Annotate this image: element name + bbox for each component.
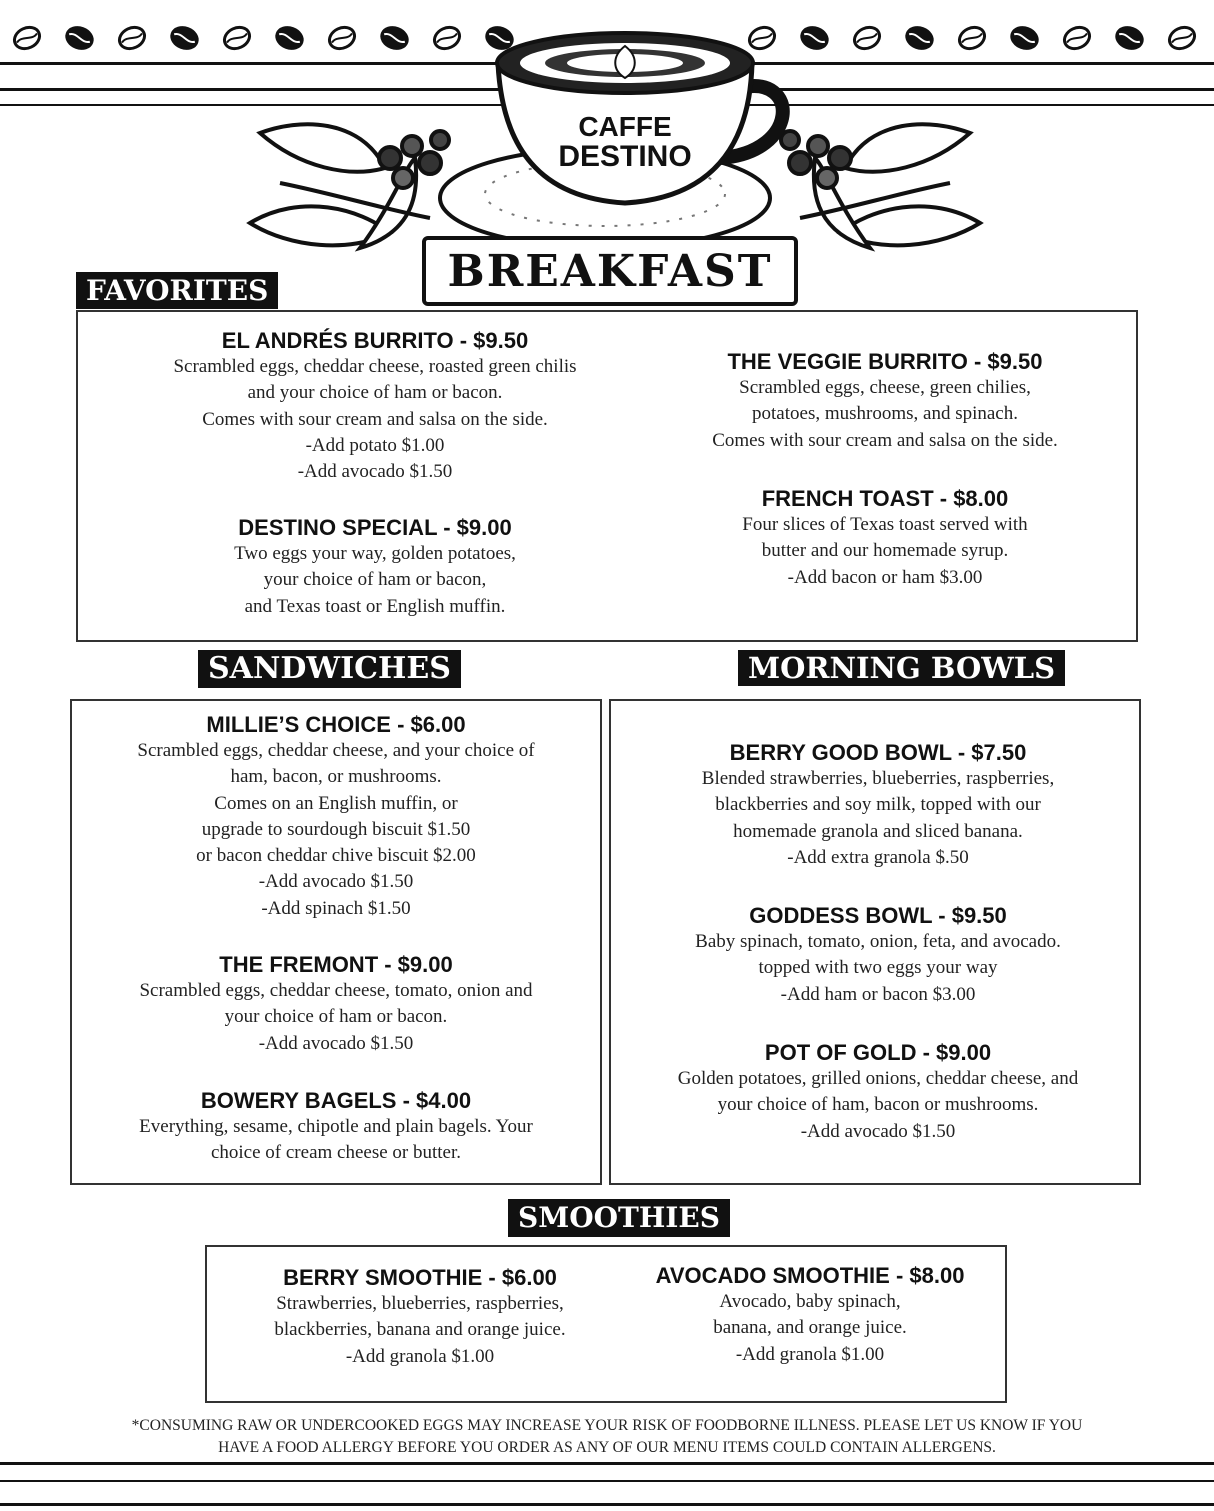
item-desc: Four slices of Texas toast served with — [742, 514, 1028, 535]
allergen-disclaimer — [40, 1415, 1174, 1459]
morning-bowls-label: MORNING BOWLS — [738, 650, 1065, 686]
breakfast-title-text: BREAKFAST — [447, 245, 773, 297]
item-addon: -Add avocado $1.50 — [800, 1120, 956, 1142]
item-desc: Everything, sesame, chipotle and plain bagels. Your — [139, 1116, 533, 1137]
brand-line1: CAFFE — [578, 111, 672, 142]
item-desc: banana, and orange juice. — [713, 1317, 907, 1339]
menu-item-destino-special — [115, 514, 635, 620]
item-addon: -Add extra granola $.50 — [787, 846, 969, 868]
item-title: THE FREMONT - $9.00 — [219, 952, 453, 977]
item-desc: and your choice of ham or bacon. — [247, 382, 503, 404]
item-title: FRENCH TOAST - $8.00 — [761, 486, 1009, 511]
item-addon: -Add spinach $1.50 — [261, 897, 411, 919]
item-desc: or bacon cheddar chive biscuit $2.00 — [196, 845, 476, 867]
menu-item-bowery-bagels — [80, 1087, 592, 1167]
item-title: THE VEGGIE BURRITO - $9.50 — [727, 349, 1043, 374]
item-title: BOWERY BAGELS - $4.00 — [200, 1088, 472, 1113]
coffee-bean-icon — [1009, 24, 1040, 52]
disclaimer-line: *CONSUMING RAW OR UNDERCOOKED EGGS MAY INCREASE YOUR RISK OF FOODBORNE ILLNESS. PLEASE LET US KNOW IF YOU — [131, 1417, 1083, 1434]
item-desc: and Texas toast or English muffin. — [244, 595, 506, 617]
item-addon: -Add avocado $1.50 — [258, 871, 414, 893]
item-desc: Two eggs your way, golden potatoes, — [234, 543, 516, 564]
item-title: BERRY SMOOTHIE - $6.00 — [283, 1265, 557, 1290]
favorites-label: FAVORITES — [76, 272, 278, 309]
item-desc: butter and our homemade syrup. — [761, 540, 1009, 562]
item-addon: -Add granola $1.00 — [735, 1343, 885, 1365]
item-desc: Scrambled eggs, cheddar cheese, roasted green chilis — [173, 356, 577, 377]
bottom-rule-3 — [0, 1503, 1214, 1506]
coffee-bean-icon — [116, 23, 148, 52]
coffee-bean-icon — [169, 24, 200, 52]
coffee-bean-icon — [64, 24, 95, 52]
item-desc: homemade granola and sliced banana. — [733, 820, 1023, 842]
item-title: GODDESS BOWL - $9.50 — [749, 903, 1007, 928]
item-desc: blackberries and soy milk, topped with our — [715, 794, 1041, 816]
menu-item-millies-choice — [80, 711, 592, 922]
coffee-bean-icon — [11, 23, 43, 52]
item-desc: Golden potatoes, grilled onions, cheddar cheese, and — [677, 1068, 1079, 1089]
item-desc: Avocado, baby spinach, — [719, 1291, 901, 1312]
item-desc: Scrambled eggs, cheese, green chilies, — [739, 377, 1031, 398]
item-addon: -Add avocado $1.50 — [297, 461, 453, 483]
item-title: MILLIE’S CHOICE - $6.00 — [206, 712, 466, 737]
item-desc: Comes with sour cream and salsa on the side. — [712, 429, 1058, 451]
item-addon: -Add potato $1.00 — [305, 434, 445, 456]
menu-item-french-toast — [650, 485, 1120, 591]
menu-item-pot-of-gold — [622, 1039, 1134, 1145]
menu-item-veggie-burrito — [650, 348, 1120, 454]
menu-item-the-fremont — [80, 951, 592, 1057]
bottom-rule-2 — [0, 1480, 1214, 1482]
bottom-rule-1 — [0, 1462, 1214, 1465]
item-title: EL ANDRÉS BURRITO - $9.50 — [221, 328, 529, 353]
item-desc: choice of cream cheese or butter. — [210, 1142, 462, 1164]
coffee-bean-icon — [1061, 23, 1093, 52]
menu-item-goddess-bowl — [622, 902, 1134, 1008]
item-desc: your choice of ham or bacon, — [263, 569, 487, 591]
breakfast-title — [422, 236, 798, 306]
item-desc: blackberries, banana and orange juice. — [274, 1319, 566, 1341]
coffee-bean-icon — [1166, 23, 1198, 52]
item-desc: Blended strawberries, blueberries, raspberries, — [701, 768, 1055, 789]
item-title: POT OF GOLD - $9.00 — [764, 1040, 992, 1065]
item-desc: Comes with sour cream and salsa on the side. — [202, 408, 548, 430]
item-title: AVOCADO SMOOTHIE - $8.00 — [655, 1263, 965, 1288]
item-title: DESTINO SPECIAL - $9.00 — [238, 515, 512, 540]
item-desc: Strawberries, blueberries, raspberries, — [276, 1293, 564, 1314]
coffee-branch-icon — [781, 124, 980, 248]
smoothies-label: SMOOTHIES — [508, 1199, 730, 1237]
coffee-bean-icon — [1114, 24, 1145, 52]
item-desc: your choice of ham, bacon or mushrooms. — [717, 1094, 1039, 1116]
item-desc: Comes on an English muffin, or — [214, 792, 458, 814]
item-desc: ham, bacon, or mushrooms. — [230, 766, 442, 788]
item-desc: potatoes, mushrooms, and spinach. — [752, 403, 1018, 425]
item-desc: topped with two eggs your way — [758, 957, 998, 979]
item-desc: Scrambled eggs, cheddar cheese, tomato, onion and — [139, 980, 533, 1001]
item-desc: Scrambled eggs, cheddar cheese, and your choice of — [137, 740, 535, 761]
item-addon: -Add granola $1.00 — [345, 1345, 495, 1367]
item-title: BERRY GOOD BOWL - $7.50 — [729, 740, 1027, 765]
menu-item-avocado-smoothie — [615, 1262, 1005, 1368]
item-addon: -Add ham or bacon $3.00 — [780, 983, 976, 1005]
coffee-branch-icon — [250, 124, 449, 248]
menu-item-berry-good-bowl — [622, 739, 1134, 871]
sandwiches-label: SANDWICHES — [198, 650, 461, 688]
item-desc: upgrade to sourdough biscuit $1.50 — [201, 818, 471, 840]
disclaimer-line: HAVE A FOOD ALLERGY BEFORE YOU ORDER AS ANY OF OUR MENU ITEMS COULD CONTAIN ALLERGENS. — [218, 1439, 996, 1456]
item-addon: -Add bacon or ham $3.00 — [787, 566, 983, 588]
item-desc: your choice of ham or bacon. — [224, 1006, 448, 1028]
item-desc: Baby spinach, tomato, onion, feta, and avocado. — [695, 931, 1061, 952]
menu-item-el-andres-burrito — [115, 327, 635, 485]
item-addon: -Add avocado $1.50 — [258, 1032, 414, 1054]
brand-line2: DESTINO — [558, 140, 692, 173]
menu-item-berry-smoothie — [215, 1264, 625, 1370]
